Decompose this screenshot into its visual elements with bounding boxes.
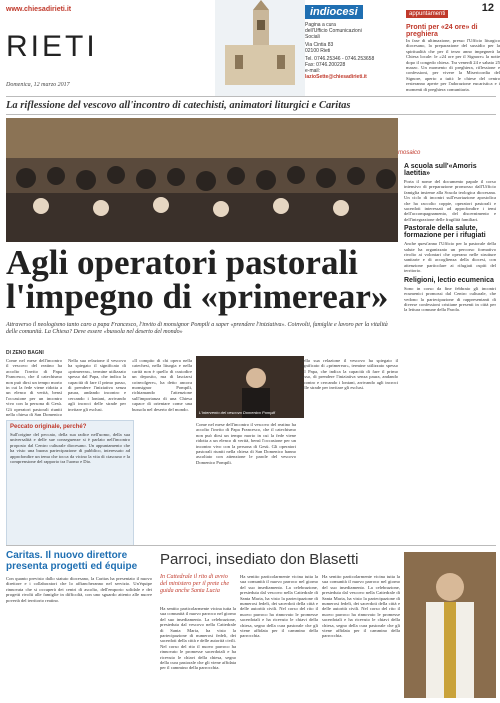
logo-line: Sociali	[305, 34, 320, 40]
photo-caption: L'intervento del vescovo Domenico Pompili	[199, 410, 276, 415]
article-col-1: Come nel mese dell'incontro il vescovo del reatino ha accolto l'invito di Papa Francesco, che il catechismo non può dirsi un tempo morto in cui la fede viene ridotta a un elenco di verità, bensì l'occasione per un incontro vivo con la persona di Gesù. Gli operatori pastorali riuniti nella chiesa di San Domenico	[6, 358, 62, 418]
blasetti-title: Parroci, insediato don Blasetti	[160, 551, 359, 568]
amoris-title: A scuola sull'«Amoris laetitia»	[404, 163, 477, 177]
religioni-title: Religioni, lectio ecumenica	[404, 276, 494, 284]
divider	[6, 545, 496, 546]
appointments-box	[406, 2, 500, 92]
sidebar-box-text: Sull'origine del peccato, della sua radice nell'uomo, della sua universalità e delle sue conseguenze si è parlato nell'incontro proposto dal Centro culturale diocesano. Un appuntamento che ha visto una buona partecipazione di pubblico, interessato ad approfondire un tema che tocca da vicino la vita di ciascuno e la comprensione del rapporto tra l'uomo e Dio.	[10, 432, 130, 465]
kicker: La riflessione del vescovo all'incontro di catechisti, animatori liturgici e Caritas	[6, 100, 351, 111]
cathedral-icon	[215, 0, 305, 96]
logo-line: dell'Ufficio Comunicazioni	[305, 28, 362, 34]
logo-line: e-mail:	[305, 68, 321, 74]
headline: Agli operatori pastorali l'impegno di «primerear»	[6, 243, 389, 316]
blasetti-text-1: Ha sentito particolarmente vicina tutta la sua comunità il nuovo parroco nel giorno del suo insediamento. La celebrazione, presieduta dal vescovo nella Cattedrale di Santa Maria, ha visto la partecipazione di numerosi fedeli, dei sacerdoti della città e delle autorità civili. Nel corso del rito il nuovo parroco ha rinnovato le promesse sacerdotali e ha ricevuto le chiavi della chiesa, segno della cura pastorale che gli viene affidata per il cammino della parrocchia.	[240, 574, 318, 639]
pastorale-title: Pastorale della salute, formazione per i rifugiati	[404, 225, 486, 240]
pastorale-text: Anche quest'anno l'Ufficio per la pastorale della salute ha organizzato un percorso formativo rivolto ai volontari che operano nelle strutture sanitarie e di accoglienza della diocesi, con attenzione particolare ai rifugiati ospiti del territorio.	[404, 241, 496, 274]
caritas-title: Caritas. Il nuovo direttore presenta progetti ed équipe	[6, 550, 138, 572]
bishop-photo	[196, 356, 304, 418]
logo-line: 02100 Rieti	[305, 48, 331, 54]
right-column	[404, 160, 496, 313]
article-col-4: Come nel mese dell'incontro il vescovo del reatino ha accolto l'invito di Papa Francesco, che il catechismo non può dirsi un tempo morto in cui la fede viene ridotta a un elenco di verità, bensì l'occasione per un incontro vivo con la persona di Gesù. Gli operatori pastorali riuniti nella chiesa di San Domenico hanno ascoltato con attenzione le parole del vescovo Domenico Pompili.	[196, 422, 296, 465]
divider	[6, 96, 496, 97]
divider	[6, 114, 496, 115]
priest-photo-image	[404, 552, 496, 698]
mosaico-tag: mosaico	[398, 150, 421, 156]
caritas-text: Con quanto previsto dallo statuto diocesano, la Caritas ha presentato il nuovo direttore e i collaboratori che lo affiancheranno nel servizio. Un'équipe rinnovata che si occuperà dei centri di ascolto, dell'emporio solidale e dei progetti rivolti alle famiglie in difficoltà, con uno sguardo attento alle nuove povertà del territorio reatino.	[6, 576, 152, 603]
logo-line: Pagina a cura	[305, 22, 336, 28]
dateline: Domenica, 12 marzo 2017	[6, 82, 70, 88]
audience-photo-image	[6, 118, 398, 242]
amoris-text: Porta il nome del documento papale il corso intensivo di preparazione promosso dall'Ufficio famiglia insieme alla Scuola teologica diocesana. Un ciclo di incontri sull'esortazione apostolica che ha raccolto coppie, operatori pastorali e sacerdoti interessati ad approfondire i temi dell'accompagnamento, del discernimento e dell'integrazione delle fragilità familiari.	[404, 179, 496, 222]
section-tag: appuntamenti	[406, 10, 448, 18]
logo-email[interactable]: lazioSette@chiesadirieti.it	[305, 74, 367, 80]
article-col-5: Nella sua relazione il vescovo ha spiegato il significato di «primerear», termine utilizzato spesso dal Papa, che indica la capacità di fare il primo passo, di prendere l'iniziativa senza paura, andando incontro e cercando i lontani, arrivando agli incroci delle strade per invitare gli esclusi.	[300, 358, 398, 391]
cathedral-illustration	[215, 0, 305, 96]
audience-photo	[6, 118, 398, 242]
blasetti-text-2: Ha sentito particolarmente vicina tutta la sua comunità il nuovo parroco nel giorno del suo insediamento. La celebrazione, presieduta dal vescovo nella Cattedrale di Santa Maria, ha visto la partecipazione di numerosi fedeli, dei sacerdoti della città e delle autorità civili. Nel corso del rito il nuovo parroco ha rinnovato le promesse sacerdotali e ha ricevuto le chiavi della chiesa, segno della cura pastorale che gli viene affidata per il cammino della parrocchia.	[322, 574, 400, 639]
logo-line: Tel. 0746.25346 - 0746.253658	[305, 56, 375, 62]
sidebar-box	[6, 420, 134, 546]
priest-photo	[404, 552, 496, 698]
masthead: RIETI	[6, 30, 98, 63]
religioni-text: Sono in corso da fine febbraio gli incontri ecumenici promossi dal Centro culturale, che vedono la partecipazione di rappresentanti di diverse confessioni cristiane presenti in città per la lettura comune della Parola.	[404, 285, 496, 313]
diocese-logo-box	[305, 2, 405, 92]
logo-line: Via Cintia 83	[305, 42, 334, 48]
deck: Attraverso il neologismo tanto caro a papa Francesco, l'invito di monsignor Pompili a saper «prendere l'iniziativa». Coinvolti, famiglie e lavoro per la vitalità delle comunità. La Chiesa? Deve essere «bussola nel deserto del mondo»	[6, 322, 388, 335]
logo-address	[305, 22, 405, 74]
blasetti-text-0: Ha sentito particolarmente vicina tutta la sua comunità il nuovo parroco nel giorno del suo insediamento. La celebrazione, presieduta dal vescovo nella Cattedrale di Santa Maria, ha visto la partecipazione di numerosi fedeli, dei sacerdoti della città e delle autorità civili. Nel corso del rito il nuovo parroco ha rinnovato le promesse sacerdotali e ha ricevuto le chiavi della chiesa, segno della cura pastorale che gli viene affidata per il cammino della parrocchia.	[160, 606, 236, 671]
article-col-2: Nella sua relazione il vescovo ha spiegato il significato di «primerear», termine utilizzato spesso dal Papa, che indica la capacità di fare il primo passo, di prendere l'iniziativa senza paura, andando incontro e cercando i lontani, arrivando agli incroci delle strade per invitare gli esclusi.	[68, 358, 126, 412]
indiocesi-logo: indiocesi	[305, 5, 363, 19]
bishop-photo-image	[196, 356, 304, 418]
website-url[interactable]: www.chiesadirieti.it	[6, 6, 72, 13]
appointments-title: Pronti per «24 ore» di preghiera	[406, 24, 478, 38]
blasetti-deck: In Cattedrale il rito di avvio del ministero per il prete che guida anche Santa Lucia	[160, 574, 230, 594]
byline: DI ZENO BAGNI	[6, 350, 44, 356]
logo-line: Fax: 0746.200228	[305, 62, 346, 68]
page-number: 12	[481, 2, 494, 14]
appointments-text: In fase di ultimazione, presso l'Ufficio liturgico diocesano, la preparazione del sussidio per la spiritualità che per il terzo anno impegnerà la Chiesa locale: le «24 ore per il Signore» la notte dopo il congedo chiesa. Tra venerdì 24 e sabato 25 marzo. Un momento di preghiera, riflessione e confessioni, per vivere la Misericordia del Signore, aperto a tutti: le chiese del centro resteranno aperte per l'adorazione eucaristica e i momenti di preghiera comunitaria.	[406, 38, 500, 92]
article-col-3: «Il compito di chi opera nella catechesi, nella liturgia e nella carità non è quello di custodire un deposito, ma di lasciarsi coinvolgere», ha detto ancora monsignor Pompili, richiamando l'attenzione sull'importanza di una Chiesa capace di orientare come una bussola nel deserto del mondo.	[132, 358, 192, 412]
sidebar-box-title: Peccato originale, perché?	[10, 424, 87, 430]
